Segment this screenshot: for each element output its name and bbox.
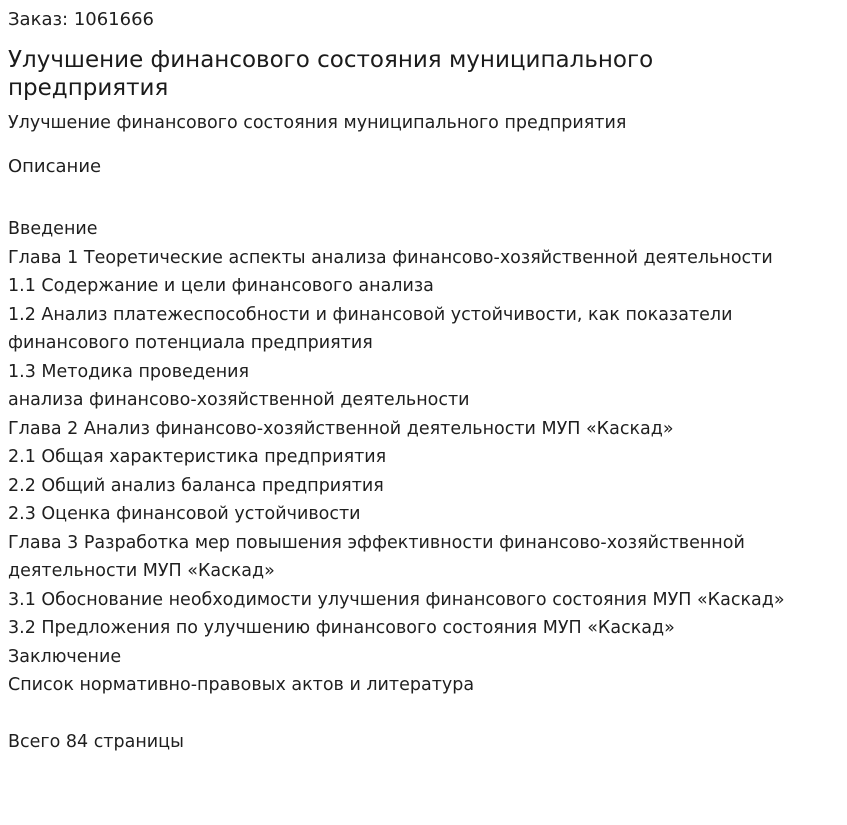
toc-item: Список нормативно-правовых актов и литература: [8, 675, 475, 695]
toc-item: Заключение: [8, 646, 122, 667]
toc-item: Глава 3 Разработка мер повышения эффективности финансово-хозяйственной деятельности МУП «Каскад»: [8, 532, 745, 581]
total-pages: Всего 84 страницы: [8, 731, 184, 752]
toc-item: 1.1 Содержание и цели финансового анализа: [8, 276, 434, 296]
toc-item: Глава 2 Анализ финансово-хозяйственной деятельности МУП «Каскад»: [8, 418, 674, 439]
order-number: Заказ: 1061666: [8, 9, 154, 30]
page-subtitle: Улучшение финансового состояния муниципального предприятия: [8, 113, 627, 133]
toc-item: 3.1 Обоснование необходимости улучшения финансового состояния МУП «Каскад»: [8, 589, 785, 610]
toc-item: 2.1 Общая характеристика предприятия: [8, 447, 387, 467]
description-heading: Описание: [8, 156, 102, 177]
toc-item: 2.2 Общий анализ баланса предприятия: [8, 475, 384, 496]
toc-item: анализа финансово-хозяйственной деятельности: [8, 390, 470, 410]
toc-item: 1.3 Методика проведения: [8, 361, 250, 382]
toc-item: Глава 1 Теоретические аспекты анализа финансово-хозяйственной деятельности: [8, 247, 773, 268]
toc-item: 2.3 Оценка финансовой устойчивости: [8, 504, 361, 524]
toc-item: 3.2 Предложения по улучшению финансового состояния МУП «Каскад»: [8, 618, 675, 638]
page-title: Улучшение финансового состояния муниципального предприятия: [8, 47, 654, 101]
toc-item: Введение: [8, 219, 98, 239]
toc-item: 1.2 Анализ платежеспособности и финансовой устойчивости, как показатели финансового потенциала предприятия: [8, 304, 733, 353]
table-of-contents: [8, 215, 843, 700]
